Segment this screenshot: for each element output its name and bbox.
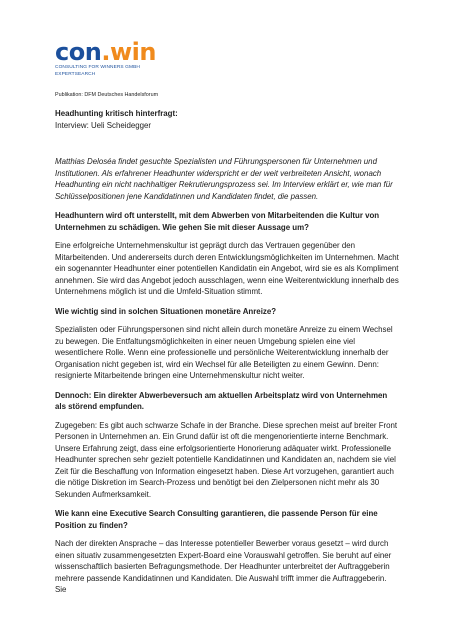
article-body [55, 91, 400, 604]
article-intro: Matthias Deloséa findet gesuchte Spezialisten und Führungspersonen für Unternehmen und Institutionen. Als erfahrener Headhunter widerspricht er der weit verbreiteten Ansicht, wonach Headhunting ein nicht nachhaltiger Rekrutierungsprozess sei. Im Interview erklärt er, wie man für Schlüsselpositionen jene Kandidatinnen und Kandidaten findet, die passen. [55, 157, 393, 201]
question-4: Wie kann eine Executive Search Consulting garantieren, die passende Person für eine Position zu finden? [55, 509, 378, 530]
answer-4: Nach der direkten Ansprache – das Interesse potentieller Bewerber voraus gesetzt – wird durch einen situativ zusammengesetzten Expert-Board eine Vorauswahl getroffen. Sie beruht auf einer wissenschaftlich basierten Befragungsmethode. Der Headhunter unterbreitet der Auftraggeberin mehrere passende Kandidatinnen und Kandidaten. Die Auswahl trifft immer die Auftraggeberin. Sie [55, 539, 392, 594]
interview-author: Interview: Ueli Scheidegger [55, 120, 152, 130]
conwin-logo [55, 40, 156, 78]
question-3: Dennoch: Ein direkter Abwerbeversuch am aktuellen Arbeitsplatz wird von Unternehmen als störend empfunden. [55, 390, 388, 411]
logo-win: win [109, 38, 156, 66]
question-1: Headhuntern wird oft unterstellt, mit dem Abwerben von Mitarbeitenden die Kultur von Unternehmen zu schädigen. Wie gehen Sie mit dieser Aussage um? [55, 211, 380, 232]
answer-3: Zugegeben: Es gibt auch schwarze Schafe in der Branche. Diese sprechen meist auf breiter Front Personen in Unternehmen an. Ein Grund dafür ist oft die mengenorientierte interne Benchmark. Unsere Erfahrung zeigt, dass eine erfolgsorientierte Honorierung adäquater wirkt. Professionelle Headhunter sprechen sehr gezielt potentielle Kandidatinnen und Kandidaten an, nachdem sie viel Zeit für die Beschaffung von Information eingesetzt haben. Diese Art vorzugehen, garantiert auch die nötige Diskretion im Search-Prozess und benötigt bei den Zielpersonen nicht mehr als 30 Sekunden Aufmerksamkeit. [55, 420, 398, 499]
article-title: Headhunting kritisch hinterfragt: [55, 109, 178, 118]
question-2: Wie wichtig sind in solchen Situationen monetäre Anreize? [55, 306, 277, 316]
logo-tagline-1: CONSULTING FOR WINNERS GMBH [55, 65, 140, 70]
logo-wordmark [55, 40, 156, 64]
answer-1: Eine erfolgreiche Unternehmenskultur ist geprägt durch das Vertrauen gegenüber den Mitarbeitenden. Und andererseits durch deren Entwicklungsmöglichkeiten im Unternehmen. Macht ein sogenannter Headhunter einer potentiellen Kandidatin ein Angebot, wird sie es als Kompliment annehmen. Sie wird das Angebot jedoch ausschlagen, wenn eine Weiterentwicklung innerhalb des Unternehmens möglich ist und die Umfeld-Situation stimmt. [55, 241, 399, 296]
logo-tagline-2: EXPERTSEARCH [55, 72, 96, 77]
publication-line: Publikation: DFM Deutsches Handelsforum [55, 92, 159, 98]
logo-dot: . [101, 38, 110, 66]
logo-con: con [55, 38, 102, 66]
answer-2: Spezialisten oder Führungspersonen sind nicht allein durch monetäre Anreize zu einem Wechsel zu bewegen. Die Entfaltungsmöglichkeiten in einer neuen Umgebung spielen eine viel wesentlichere Rolle. Wenn eine professionelle und persönliche Weiterentwicklung innerhalb der Organisation nicht gegeben ist, wird ein Wechsel für alle Beteiligten zu einem Gewinn. Denn: resignierte Mitarbeitende bringen eine Unternehmenskultur nicht weiter. [55, 325, 393, 380]
